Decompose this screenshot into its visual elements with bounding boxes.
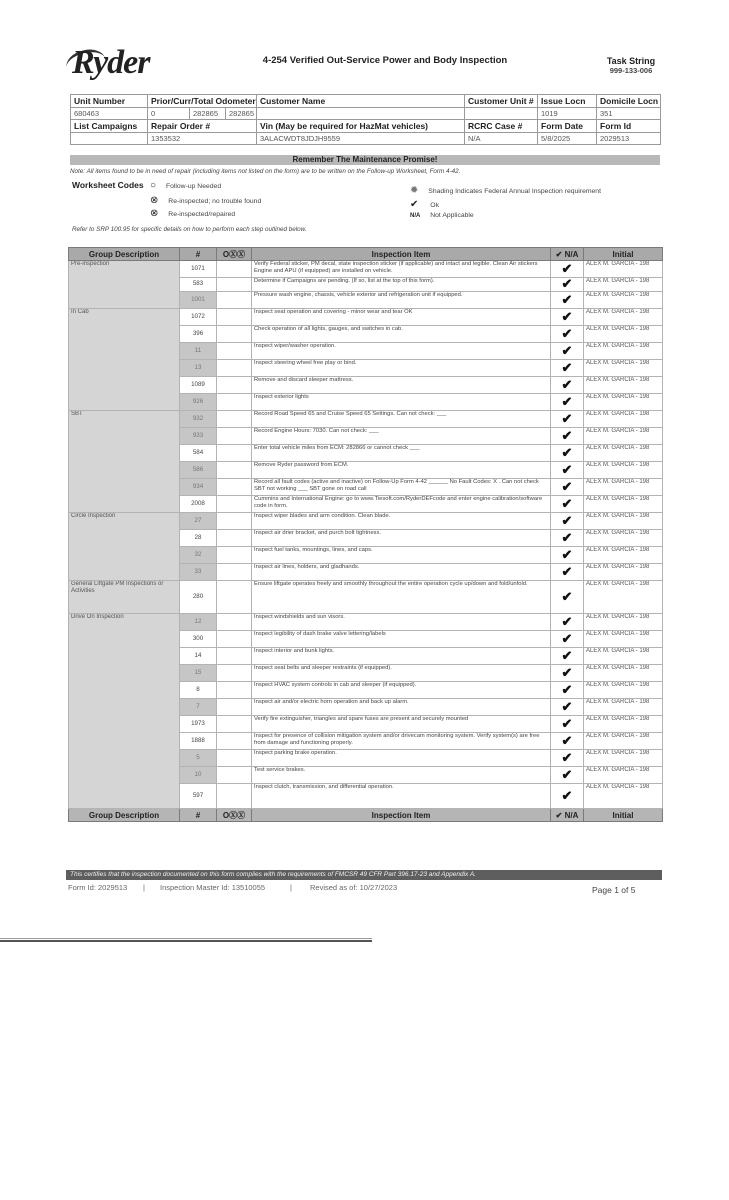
item-number: 13 (180, 360, 217, 377)
inspection-item: Inspect exterior lights (252, 394, 551, 411)
domicile-locn-label: Domicile Locn (597, 95, 661, 108)
list-campaigns-label: List Campaigns (71, 120, 148, 133)
technician-initial: ALEX M. GARCIA - 198 (584, 261, 663, 278)
worksheet-code-cell[interactable] (217, 648, 252, 665)
item-number: 10 (180, 767, 217, 784)
legend-na-text: Not Applicable (430, 212, 474, 219)
table-row (69, 309, 663, 326)
item-number: 933 (180, 428, 217, 445)
item-number: 27 (180, 513, 217, 530)
foot-number: # (180, 809, 217, 822)
inspection-item: Inspect clutch, transmission, and differential operation. (252, 784, 551, 809)
issue-locn-value: 1019 (538, 107, 597, 120)
worksheet-code-cell[interactable] (217, 326, 252, 343)
technician-initial: ALEX M. GARCIA - 198 (584, 278, 663, 292)
inspection-item: Verify Federal sticker, PM decal, state inspection sticker (if applicable) and intact and legible. Clean Air stickers Engine and APU (if equipped) are installed on vehicle. (252, 261, 551, 278)
checkmark-icon[interactable]: ✔ (551, 360, 584, 377)
repair-order-label: Repair Order # (148, 120, 257, 133)
checkmark-icon[interactable]: ✔ (551, 682, 584, 699)
group-description: In Cab (69, 309, 180, 411)
certification-banner: This certifies that the inspection documented on this form complies with the requirements of FMCSR 49 CFR Part 396.17-23 and Appendix A. (66, 870, 662, 880)
scan-edge-line (0, 938, 372, 939)
table-row (69, 614, 663, 631)
item-number: 14 (180, 648, 217, 665)
technician-initial: ALEX M. GARCIA - 198 (584, 581, 663, 614)
issue-locn-label: Issue Locn (538, 95, 597, 108)
technician-initial: ALEX M. GARCIA - 198 (584, 496, 663, 513)
worksheet-code-cell[interactable] (217, 665, 252, 682)
worksheet-code-cell[interactable] (217, 564, 252, 581)
maintenance-promise-banner: Remember The Maintenance Promise! (70, 155, 660, 165)
group-description: Circle Inspection (69, 513, 180, 581)
item-number: 15 (180, 665, 217, 682)
checkmark-icon[interactable]: ✔ (551, 513, 584, 530)
checkmark-icon[interactable]: ✔ (551, 547, 584, 564)
technician-initial: ALEX M. GARCIA - 198 (584, 750, 663, 767)
page-number: Page 1 of 5 (592, 885, 636, 895)
item-number: 1973 (180, 716, 217, 733)
checkmark-icon[interactable]: ✔ (551, 377, 584, 394)
worksheet-code-cell[interactable] (217, 479, 252, 496)
table-row (69, 261, 663, 278)
checkmark-icon: ✔ (410, 199, 419, 210)
task-string-label: Task String (606, 56, 656, 66)
technician-initial: ALEX M. GARCIA - 198 (584, 682, 663, 699)
shading-gear-icon: ✹ (410, 185, 419, 196)
inspection-item: Inspect legibility of dash brake valve lettering/labels (252, 631, 551, 648)
inspection-item: Record all fault codes (active and inactive) on Follow-Up Form 4-42 ______ No Fault Codes: X . Can not check SBT not working ___ SBT gone on road call (252, 479, 551, 496)
col-number: # (180, 248, 217, 261)
circle-cross-icon: ⊗ (150, 208, 159, 219)
technician-initial: ALEX M. GARCIA - 198 (584, 479, 663, 496)
task-string-value: 999-133-006 (609, 66, 653, 75)
item-number: 1001 (180, 292, 217, 309)
vin-label: Vin (May be required for HazMat vehicles) (257, 120, 465, 133)
item-number: 584 (180, 445, 217, 462)
technician-initial: ALEX M. GARCIA - 198 (584, 530, 663, 547)
odometer-prior: 0 (148, 107, 190, 120)
item-number: 597 (180, 784, 217, 809)
checkmark-icon[interactable]: ✔ (551, 309, 584, 326)
legend-reinspected-no-trouble (150, 195, 261, 206)
worksheet-code-cell[interactable] (217, 496, 252, 513)
foot-initial: Initial (584, 809, 663, 822)
item-number: 396 (180, 326, 217, 343)
technician-initial: ALEX M. GARCIA - 198 (584, 309, 663, 326)
checkmark-icon[interactable]: ✔ (551, 530, 584, 547)
checkmark-icon[interactable]: ✔ (551, 699, 584, 716)
technician-initial: ALEX M. GARCIA - 198 (584, 343, 663, 360)
worksheet-code-cell[interactable] (217, 377, 252, 394)
worksheet-code-cell[interactable] (217, 716, 252, 733)
table-row (69, 411, 663, 428)
checkmark-icon[interactable]: ✔ (551, 648, 584, 665)
checkmark-icon[interactable]: ✔ (551, 261, 584, 278)
item-number: 2008 (180, 496, 217, 513)
item-number: 32 (180, 547, 217, 564)
technician-initial: ALEX M. GARCIA - 198 (584, 428, 663, 445)
technician-initial: ALEX M. GARCIA - 198 (584, 784, 663, 809)
worksheet-code-cell[interactable] (217, 261, 252, 278)
inspection-item: Inspect fuel tanks, mountings, lines, and caps. (252, 547, 551, 564)
col-worksheet-codes: OⓍⓍ (217, 248, 252, 261)
form-id-value: 2029513 (597, 132, 661, 145)
technician-initial: ALEX M. GARCIA - 198 (584, 547, 663, 564)
checkmark-icon[interactable]: ✔ (551, 462, 584, 479)
item-number: 33 (180, 564, 217, 581)
technician-initial: ALEX M. GARCIA - 198 (584, 377, 663, 394)
customer-name-value (257, 107, 465, 120)
col-check-na: ✔ N/A (551, 248, 584, 261)
checkmark-icon[interactable]: ✔ (551, 343, 584, 360)
item-number: 586 (180, 462, 217, 479)
inspection-item: Record Engine Hours: 7030. Can not check: ___ (252, 428, 551, 445)
inspection-item: Test service brakes. (252, 767, 551, 784)
item-number: 926 (180, 394, 217, 411)
form-id-label: Form Id (597, 120, 661, 133)
checkmark-icon[interactable]: ✔ (551, 564, 584, 581)
item-number: 932 (180, 411, 217, 428)
group-description: General Liftgate PM Inspections or Activities (69, 581, 180, 614)
circle-x-icon: ⊗ (150, 195, 159, 206)
checkmark-icon[interactable]: ✔ (551, 428, 584, 445)
worksheet-code-cell[interactable] (217, 309, 252, 326)
table-row (69, 581, 663, 614)
checkmark-icon[interactable]: ✔ (551, 631, 584, 648)
checkmark-icon[interactable]: ✔ (551, 394, 584, 411)
worksheet-code-cell[interactable] (217, 343, 252, 360)
checkmark-icon[interactable]: ✔ (551, 479, 584, 496)
worksheet-code-cell[interactable] (217, 631, 252, 648)
inspection-item: Inspect steering wheel free play or bind. (252, 360, 551, 377)
item-number: 8 (180, 682, 217, 699)
form-date-value: 5/8/2025 (538, 132, 597, 145)
worksheet-code-cell[interactable] (217, 411, 252, 428)
item-number: 11 (180, 343, 217, 360)
item-number: 12 (180, 614, 217, 631)
unit-number-label: Unit Number (71, 95, 148, 108)
inspection-item: Check operation of all lights, gauges, and switches in cab. (252, 326, 551, 343)
worksheet-code-cell[interactable] (217, 462, 252, 479)
inspection-item: Pressure wash engine, chassis, vehicle exterior and refrigeration unit if equipped. (252, 292, 551, 309)
group-description: SBT (69, 411, 180, 513)
legend-no-trouble-text: Re-inspected; no trouble found (168, 198, 262, 205)
customer-name-label: Customer Name (257, 95, 465, 108)
customer-unit-value (465, 107, 538, 120)
inspection-item: Inspect wiper/washer operation. (252, 343, 551, 360)
customer-unit-label: Customer Unit # (465, 95, 538, 108)
checkmark-icon[interactable]: ✔ (551, 665, 584, 682)
legend-follow-up (150, 180, 221, 191)
foot-check-na: ✔ N/A (551, 809, 584, 822)
odometer-label: Prior/Curr/Total Odometer (148, 95, 257, 108)
repair-order-value: 1353532 (148, 132, 257, 145)
inspection-item: Inspect HVAC system controls in cab and sleeper (if equipped). (252, 682, 551, 699)
technician-initial: ALEX M. GARCIA - 198 (584, 699, 663, 716)
checkmark-icon[interactable]: ✔ (551, 411, 584, 428)
inspection-item: Inspect seat operation and covering - minor wear and tear OK (252, 309, 551, 326)
checkmark-icon[interactable]: ✔ (551, 750, 584, 767)
technician-initial: ALEX M. GARCIA - 198 (584, 767, 663, 784)
checkmark-icon[interactable]: ✔ (551, 326, 584, 343)
worksheet-code-cell[interactable] (217, 530, 252, 547)
technician-initial: ALEX M. GARCIA - 198 (584, 462, 663, 479)
worksheet-code-cell[interactable] (217, 767, 252, 784)
legend-repaired-text: Re-inspected/repaired (168, 211, 236, 218)
checkmark-icon[interactable]: ✔ (551, 767, 584, 784)
technician-initial: ALEX M. GARCIA - 198 (584, 292, 663, 309)
inspection-item: Ensure liftgate operates freely and smoothly throughout the entire operation cycle up/down and fold/unfold. (252, 581, 551, 614)
group-description: Drive On Inspection (69, 614, 180, 809)
scan-edge-shadow (0, 940, 372, 942)
technician-initial: ALEX M. GARCIA - 198 (584, 614, 663, 631)
technician-initial: ALEX M. GARCIA - 198 (584, 326, 663, 343)
item-number: 28 (180, 530, 217, 547)
worksheet-code-cell[interactable] (217, 513, 252, 530)
item-number: 5 (180, 750, 217, 767)
inspection-item: Inspect air lines, holders, and gladhands. (252, 564, 551, 581)
rcrc-case-label: RCRC Case # (465, 120, 538, 133)
inspection-item: Record Road Speed 65 and Cruise Speed 65 Settings. Can not check: ___ (252, 411, 551, 428)
technician-initial: ALEX M. GARCIA - 198 (584, 564, 663, 581)
legend-follow-up-text: Follow-up Needed (165, 183, 222, 190)
domicile-locn-value: 351 (597, 107, 661, 120)
footer-separator-1: | (143, 883, 145, 892)
inspection-item: Enter total vehicle miles from ECM: 282866 or cannot check ___ (252, 445, 551, 462)
checkmark-icon[interactable]: ✔ (551, 292, 584, 309)
form-date-label: Form Date (538, 120, 597, 133)
worksheet-code-cell[interactable] (217, 581, 252, 614)
checkmark-icon[interactable]: ✔ (551, 614, 584, 631)
inspection-item: Remove and discard sleeper mattress. (252, 377, 551, 394)
open-circle-icon: ○ (150, 180, 157, 191)
worksheet-code-cell[interactable] (217, 547, 252, 564)
item-number: 7 (180, 699, 217, 716)
technician-initial: ALEX M. GARCIA - 198 (584, 648, 663, 665)
legend-shading (410, 185, 601, 196)
footer-master-id: Inspection Master Id: 13510055 (160, 883, 266, 892)
item-number: 1071 (180, 261, 217, 278)
inspection-item: Inspect air drier bracket, and purch bolt tightness. (252, 530, 551, 547)
worksheet-code-cell[interactable] (217, 733, 252, 750)
odometer-total: 282865 (226, 107, 257, 120)
worksheet-code-cell[interactable] (217, 784, 252, 809)
legend-shading-text: Shading Indicates Federal Annual Inspection requirement (428, 188, 601, 195)
foot-inspection-item: Inspection Item (252, 809, 551, 822)
inspection-item: Inspect air and/or electric horn operation and back up alarm. (252, 699, 551, 716)
worksheet-code-cell[interactable] (217, 699, 252, 716)
item-number: 934 (180, 479, 217, 496)
inspection-item: Cummins and International Engine: go to www.Tiesoft.com/RyderDEFcode and enter engine calibration/software code in form. (252, 496, 551, 513)
worksheet-code-cell[interactable] (217, 394, 252, 411)
inspection-item: Inspect wiper blades and arm condition. Clean blade. (252, 513, 551, 530)
table-row (69, 513, 663, 530)
col-initial: Initial (584, 248, 663, 261)
technician-initial: ALEX M. GARCIA - 198 (584, 716, 663, 733)
legend-na-code: N/A (410, 213, 421, 219)
footer-revised: Revised as of: 10/27/2023 (310, 883, 398, 892)
col-group-description: Group Description (69, 248, 180, 261)
checkmark-icon[interactable]: ✔ (551, 496, 584, 513)
foot-worksheet-codes: OⓍⓍ (217, 809, 252, 822)
inspection-item: Inspect for presence of collision mitigation system and/or drivecam monitoring system. Verify system(s) are free from damage and functioning properly. (252, 733, 551, 750)
item-number: 1072 (180, 309, 217, 326)
inspection-item: Inspect seat belts and sleeper restraints (if equipped). (252, 665, 551, 682)
worksheet-code-cell[interactable] (217, 682, 252, 699)
worksheet-code-cell[interactable] (217, 614, 252, 631)
legend-ok-text: Ok (430, 202, 439, 209)
group-description: Pre-inspection (69, 261, 180, 309)
item-number: 1888 (180, 733, 217, 750)
inspection-item: Inspect interior and bunk lights. (252, 648, 551, 665)
unit-number-value: 680463 (71, 107, 148, 120)
repair-note: Note: All items found to be in need of repair (including items not listed on the form) are to be written on the Follow-up Worksheet, Form 4-42. (70, 168, 461, 175)
checkmark-icon[interactable]: ✔ (551, 445, 584, 462)
inspection-item: Remove Ryder password from ECM. (252, 462, 551, 479)
item-number: 583 (180, 278, 217, 292)
inspection-item: Verify fire extinguisher, triangles and spare fuses are present and securely mounted (252, 716, 551, 733)
technician-initial: ALEX M. GARCIA - 198 (584, 360, 663, 377)
checkmark-icon[interactable]: ✔ (551, 733, 584, 750)
inspection-item: Inspect parking brake operation. (252, 750, 551, 767)
inspection-item: Determine if Campaigns are pending. (If so, list at the top of this form). (252, 278, 551, 292)
worksheet-code-cell[interactable] (217, 360, 252, 377)
foot-group-description: Group Description (69, 809, 180, 822)
item-number: 300 (180, 631, 217, 648)
checkmark-icon[interactable]: ✔ (551, 716, 584, 733)
technician-initial: ALEX M. GARCIA - 198 (584, 411, 663, 428)
worksheet-code-cell[interactable] (217, 428, 252, 445)
worksheet-code-cell[interactable] (217, 750, 252, 767)
technician-initial: ALEX M. GARCIA - 198 (584, 665, 663, 682)
worksheet-codes-label: Worksheet Codes (72, 180, 144, 190)
checkmark-icon[interactable]: ✔ (551, 784, 584, 809)
legend-reinspected-repaired (150, 208, 235, 219)
odometer-current: 282865 (190, 107, 226, 120)
technician-initial: ALEX M. GARCIA - 198 (584, 445, 663, 462)
checkmark-icon[interactable]: ✔ (551, 581, 584, 614)
technician-initial: ALEX M. GARCIA - 198 (584, 733, 663, 750)
inspection-rows (69, 261, 663, 809)
item-number: 1089 (180, 377, 217, 394)
srp-reference-note: Refer to SRP 100.95 for specific details on how to perform each step outlined below. (72, 226, 307, 233)
worksheet-code-cell[interactable] (217, 278, 252, 292)
technician-initial: ALEX M. GARCIA - 198 (584, 513, 663, 530)
technician-initial: ALEX M. GARCIA - 198 (584, 394, 663, 411)
vin-value: 3ALACWDT8JDJH9559 (257, 132, 465, 145)
technician-initial: ALEX M. GARCIA - 198 (584, 631, 663, 648)
item-number: 280 (180, 581, 217, 614)
inspection-item: Inspect windshields and sun visors. (252, 614, 551, 631)
footer-form-id: Form Id: 2029513 (68, 883, 128, 892)
worksheet-code-cell[interactable] (217, 292, 252, 309)
checkmark-icon[interactable]: ✔ (551, 278, 584, 292)
rcrc-case-value: N/A (465, 132, 538, 145)
footer-separator-2: | (290, 883, 292, 892)
document-title: 4-254 Verified Out-Service Power and Body Inspection (262, 55, 508, 66)
list-campaigns-value (71, 132, 148, 145)
unit-info-table (70, 94, 661, 145)
legend-ok (410, 199, 439, 210)
legend-na (410, 212, 474, 219)
col-inspection-item: Inspection Item (252, 248, 551, 261)
ryder-logo: Ryder (72, 44, 150, 81)
worksheet-code-cell[interactable] (217, 445, 252, 462)
inspection-table (68, 247, 663, 822)
